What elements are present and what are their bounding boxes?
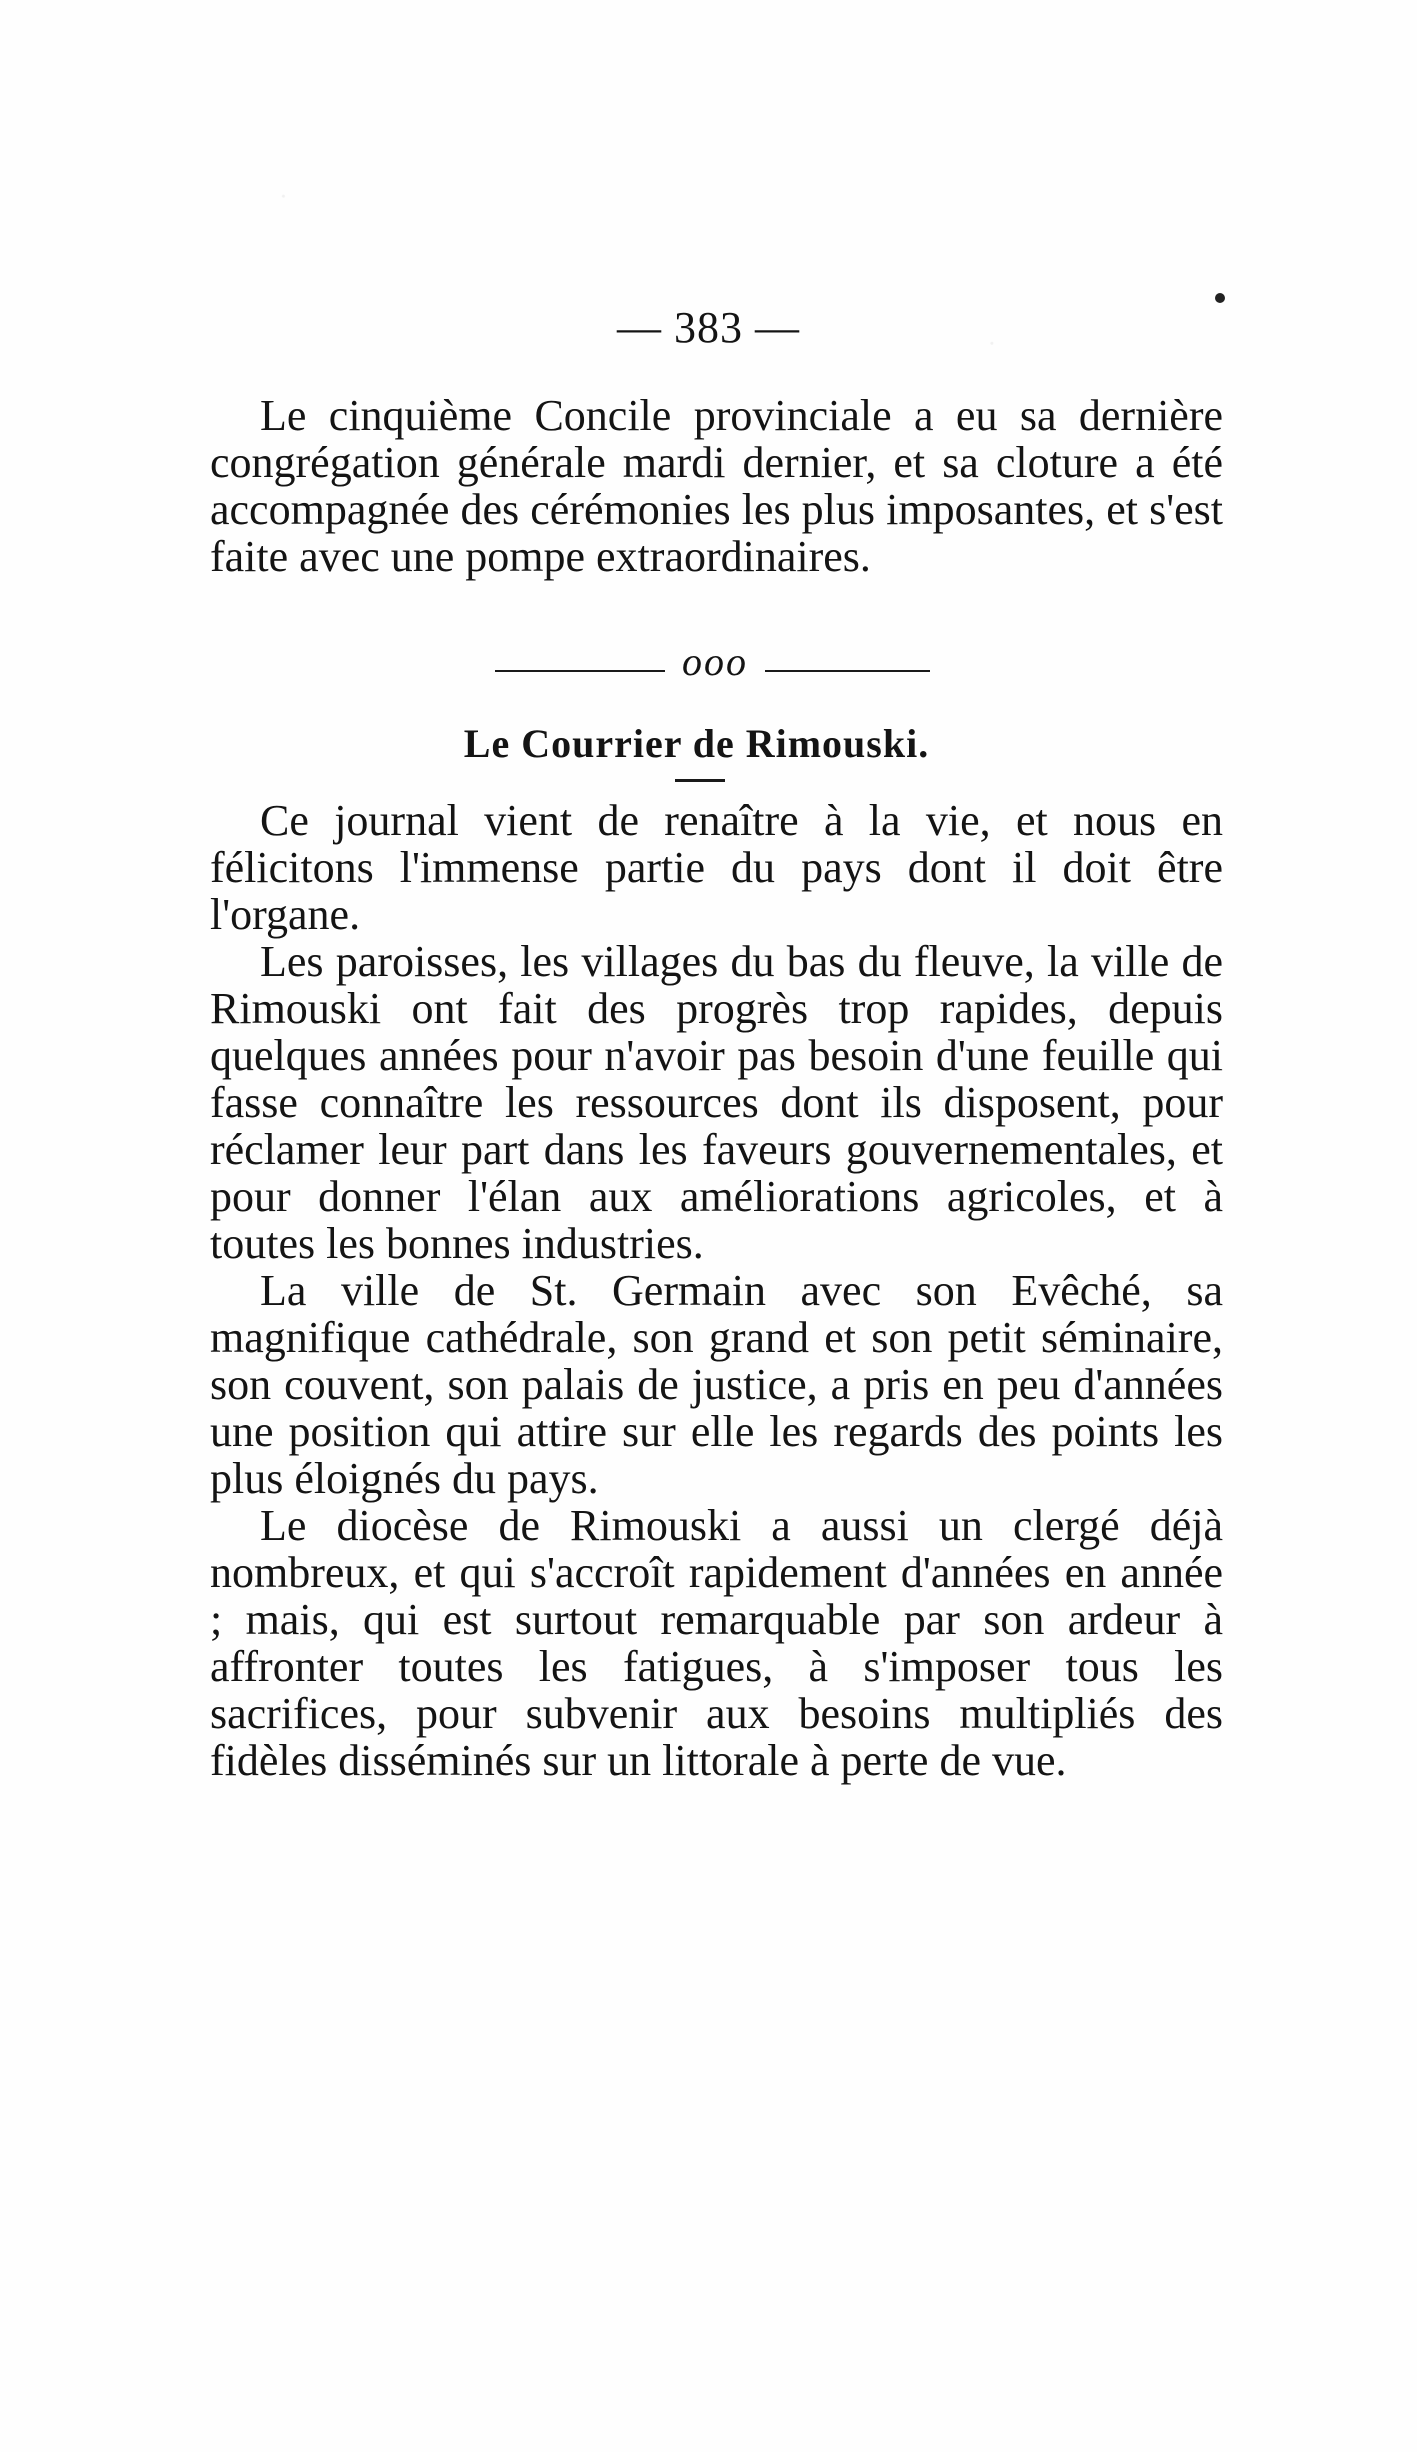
- heading-dash: [210, 767, 1223, 797]
- separator-rule-right: [765, 670, 930, 672]
- section-heading: Le Courrier de Rimouski.: [463, 721, 930, 766]
- body-paragraph: La ville de St. Germain avec son Evêché, sa magnifique cathédrale, son grand et son petit séminaire, son couvent, son palais de justice, a pris en peu d'années une position qui attire sur elle les regards des points les plus éloignés du pays.: [210, 1266, 1223, 1503]
- text-column: [210, 392, 1223, 1784]
- body-paragraph: Les paroisses, les villages du bas du fleuve, la ville de Rimouski ont fait des progrès trop rapides, depuis quelques années pour n'avoir pas besoin d'une feuille qui fasse connaître les ressources dont ils disposent, pour réclamer leur part dans les faveurs gouvernementales, et pour donner l'élan aux améliorations agricoles, et à toutes les bonnes industries.: [210, 937, 1223, 1268]
- separator-ornament: ooo: [682, 639, 748, 684]
- body-paragraph: Ce journal vient de renaître à la vie, et nous en félicitons l'immense partie du pays dont il doit être l'organe.: [210, 796, 1223, 939]
- body-paragraph: Le diocèse de Rimouski a aussi un clergé déjà nombreux, et qui s'accroît rapidement d'années en année ; mais, qui est surtout remarquable par son ardeur à affronter toutes les fatigues, à s'imposer tous les sacrifices, pour subvenir aux besoins multipliés des fidèles disséminés sur un littorale à perte de vue.: [210, 1501, 1223, 1785]
- separator-rule-left: [495, 670, 665, 672]
- intro-paragraph: Le cinquième Concile provinciale a eu sa dernière congrégation générale mardi dernier, et sa cloture a été accompagnée des cérémonies les plus imposantes, et s'est faite avec une pompe extraordinaires.: [210, 391, 1223, 581]
- section-separator: [210, 632, 1223, 702]
- page-number: — 383 —: [617, 303, 800, 352]
